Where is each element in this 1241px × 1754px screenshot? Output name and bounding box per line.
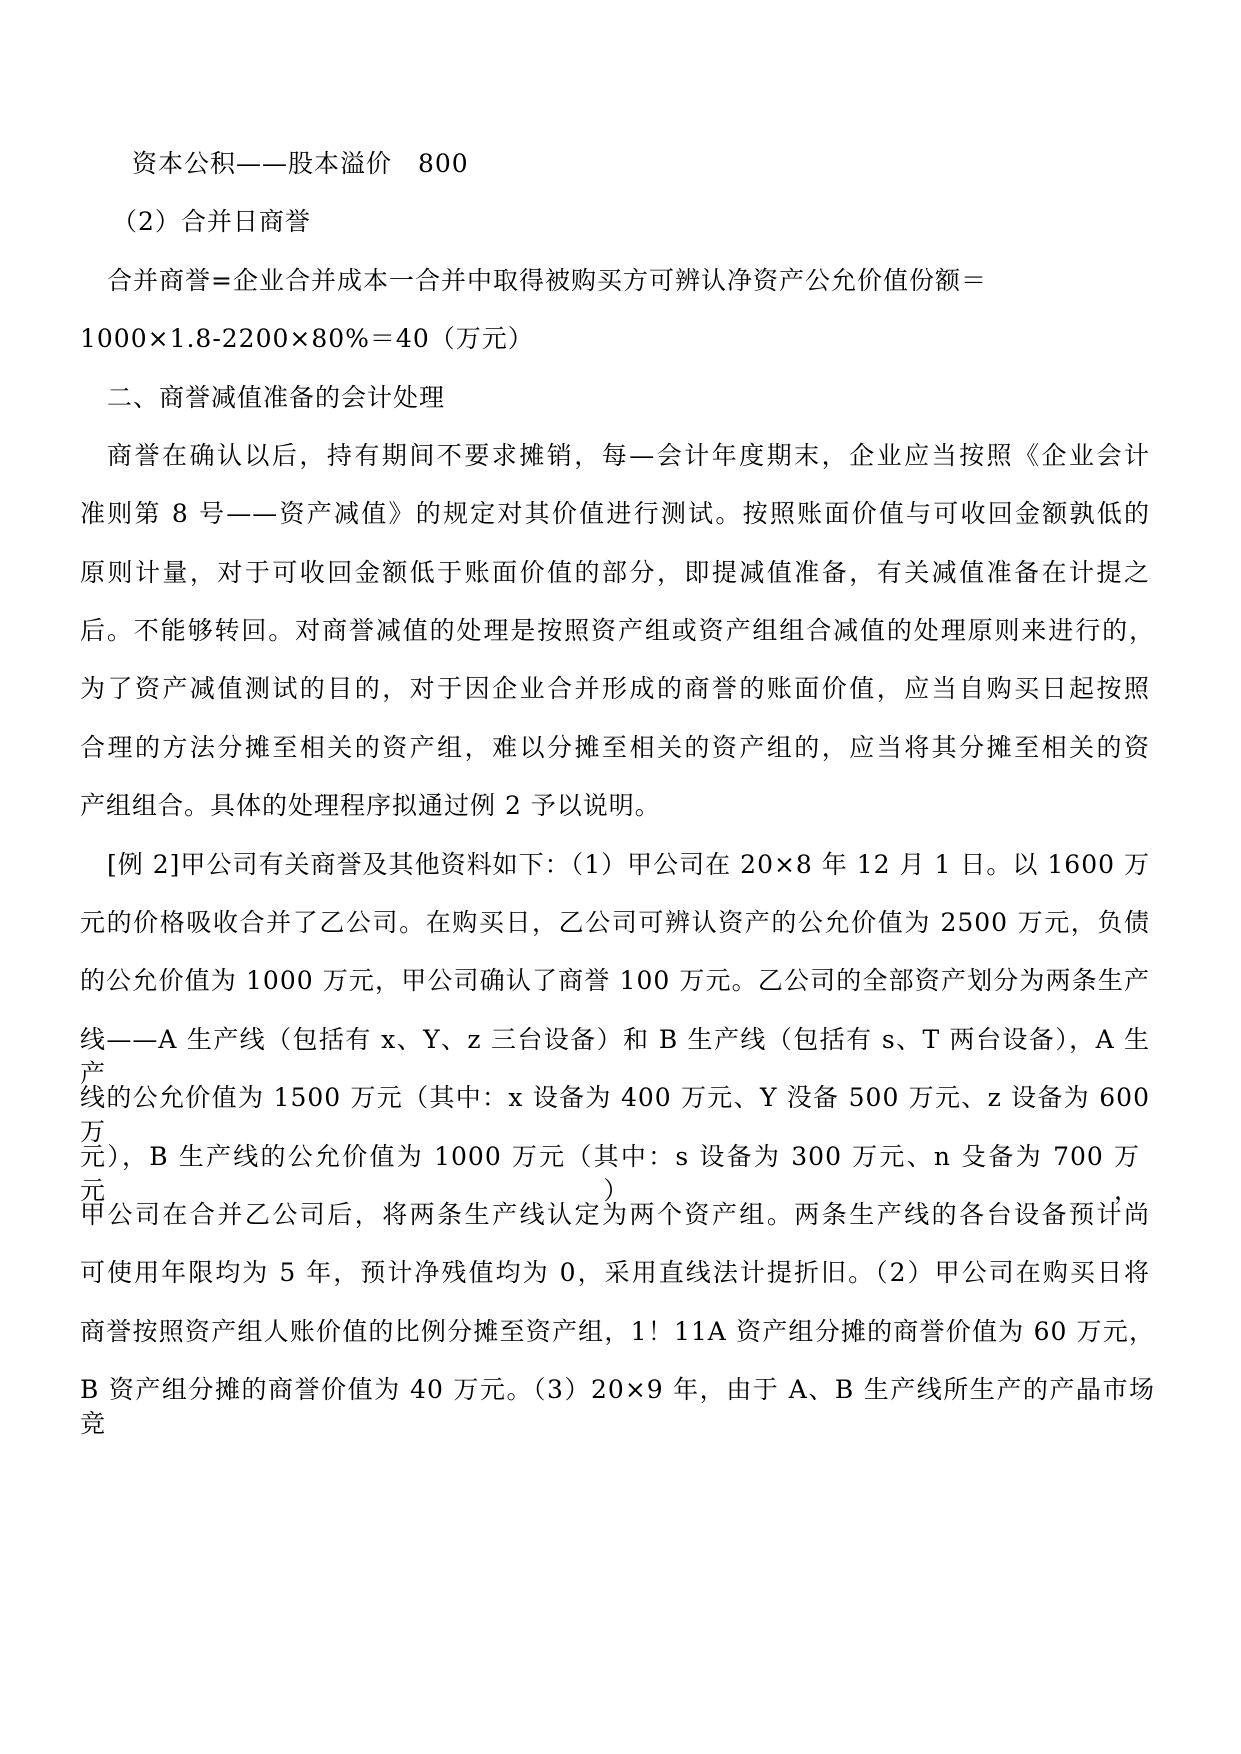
- text-line: 线——A 生产线（包括有 x、Y、z 三台设备）和 B 生产线（包括有 s、T 两台设备），A 生产: [80, 1025, 1150, 1088]
- text-line: 产组组合。具体的处理程序拟通过例 2 予以说明。: [80, 791, 661, 820]
- text-line: 为了资产减值测试的目的，对于因企业合并形成的商誉的账面价值，应当自购买日起按照: [80, 674, 1150, 703]
- text-line: 1000×1.8-2200×80%＝40（万元）: [80, 324, 534, 353]
- text-line: B 资产组分摊的商誉价值为 40 万元。（3）20×9 年，由于 A、B 生产线所生产的产晶市场竞: [80, 1375, 1155, 1438]
- text-line: （2）合并日商誉: [112, 207, 311, 236]
- text-line: 准则第 8 号——资产减值》的规定对其价值进行测试。按照账面价值与可收回金额孰低的: [80, 499, 1150, 528]
- text-line: 元的价格吸收合并了乙公司。在购买日，乙公司可辨认资产的公允价值为 2500 万元，负债: [80, 908, 1150, 937]
- section-heading: 二、商誉减值准备的会计处理: [107, 383, 446, 412]
- text-line: 甲公司在合并乙公司后，将两条生产线认定为两个资产组。两条生产线的各台设备预计尚: [80, 1200, 1150, 1229]
- text-line: 合理的方法分摊至相关的资产组，难以分摊至相关的资产组的，应当将其分摊至相关的资: [80, 733, 1150, 762]
- text-line: 商誉按照资产组人账价值的比例分摊至资产组，1！11A 资产组分摊的商誉价值为 60 万元，: [80, 1317, 1155, 1346]
- text-line: 资本公积——股本溢价 800: [132, 149, 469, 178]
- text-line: 商誉在确认以后，持有期间不要求摊销，每—会计年度期末，企业应当按照《企业会计: [107, 441, 1150, 470]
- text-line: 合并商誉=企业合并成本一合并中取得被购买方可辨认净资产公允价值份额＝: [107, 266, 987, 295]
- text-line: 的公允价值为 1000 万元，甲公司确认了商誉 100 万元。乙公司的全部资产划分为两条生产: [80, 966, 1150, 995]
- text-line: 可使用年限均为 5 年，预计净残值均为 0，采用直线法计提折旧。（2）甲公司在购买日将: [80, 1258, 1150, 1287]
- text-line: 后。不能够转回。对商誉减值的处理是按照资产组或资产组组合减值的处理原则来进行的，: [80, 616, 1155, 645]
- text-line: 线的公允价值为 1500 万元（其中：x 设备为 400 万元、Y 没备 500 万元、z 设备为 600 万: [80, 1083, 1150, 1146]
- text-line: 原则计量，对于可收回金额低于账面价值的部分，即提减值准备，有关减值准备在计提之: [80, 558, 1150, 587]
- text-line: [例 2]甲公司有关商誉及其他资料如下：（1）甲公司在 20×8 年 12 月 1 日。以 1600 万: [107, 850, 1150, 879]
- text-line: 元），B 生产线的公允价值为 1000 万元（其中：s 设备为 300 万元、n 殳备为 700 万元），: [80, 1142, 1140, 1205]
